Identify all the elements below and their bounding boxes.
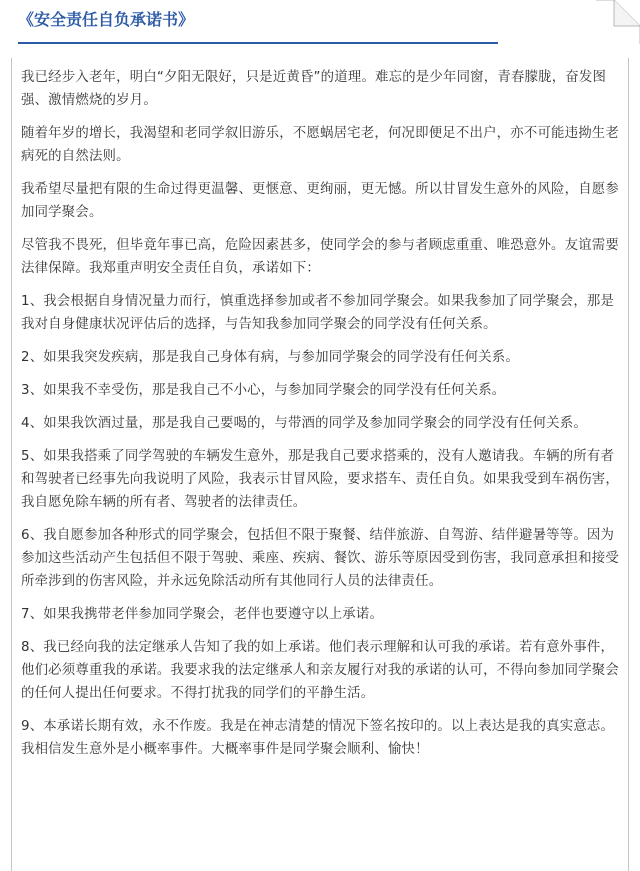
- paragraph-clause-7: 7、如果我携带老伴参加同学聚会，老伴也要遵守以上承诺。: [21, 607, 384, 622]
- paragraph-clause-8: 8、我已经向我的法定继承人告知了我的如上承诺。他们表示理解和认可我的承诺。若有意外事件，他们必须尊重我的承诺。我要求我的法定继承人和亲友履行对我的承诺的认可，不得向参加同学聚会的任何人提出任何要求。不得打扰我的同学们的平静生活。: [21, 640, 619, 701]
- document-title: 《安全责任自负承诺书》: [18, 10, 195, 29]
- page-fold-corner-icon: [596, 0, 640, 44]
- paragraph-clause-3: 3、如果我不幸受伤，那是我自己不小心，与参加同学聚会的同学没有任何关系。: [21, 383, 506, 398]
- paragraph-clause-1: 1、我会根据自身情况量力而行，慎重选择参加或者不参加同学聚会。如果我参加了同学聚会，那是我对自身健康状况评估后的选择，与告知我参加同学聚会的同学没有任何关系。: [21, 294, 615, 332]
- paragraph-intro-1: 我已经步入老年，明白“夕阳无限好，只是近黄昏”的道理。难忘的是少年同窗，青春朦胧，奋发图强、激情燃烧的岁月。: [21, 70, 607, 108]
- paragraph-clause-2: 2、如果我突发疾病，那是我自己身体有病，与参加同学聚会的同学没有任何关系。: [21, 350, 519, 365]
- paragraph-clause-4: 4、如果我饮酒过量，那是我自己要喝的，与带酒的同学及参加同学聚会的同学没有任何关系。: [21, 416, 587, 431]
- paragraph-clause-9: 9、本承诺长期有效，永不作废。我是在神志清楚的情况下签名按印的。以上表达是我的真实意志。我相信发生意外是小概率事件。大概率事件是同学聚会顺利、愉快！: [21, 719, 615, 757]
- paragraph-intro-3: 我希望尽量把有限的生命过得更温馨、更惬意、更绚丽，更无憾。所以甘冒发生意外的风险，自愿参加同学聚会。: [21, 182, 619, 220]
- paragraph-intro-4: 尽管我不畏死，但毕竟年事已高，危险因素甚多，使同学会的参与者顾虑重重、唯恐意外。友谊需要法律保障。我郑重声明安全责任自负，承诺如下：: [21, 238, 619, 276]
- document-body: [11, 58, 629, 871]
- paragraph-clause-5: 5、如果我搭乘了同学驾驶的车辆发生意外，那是我自己要求搭乘的，没有人邀请我。车辆的所有者和驾驶者已经事先向我说明了风险，我表示甘冒风险，要求搭车、责任自负。如果我受到车祸伤害，我自愿免除车辆的所有者、驾驶者的法律责任。: [21, 449, 619, 510]
- paragraph-intro-2: 随着年岁的增长，我渴望和老同学叙旧游乐，不愿蜗居宅老，何况即便足不出户，亦不可能违拗生老病死的自然法则。: [21, 126, 619, 164]
- paragraph-clause-6: 6、我自愿参加各种形式的同学聚会，包括但不限于聚餐、结伴旅游、自驾游、结伴避暑等等。因为参加这些活动产生包括但不限于驾驶、乘座、疾病、餐饮、游乐等原因受到伤害，我同意承担和接受所牵涉到的伤害风险，并永远免除活动所有其他同行人员的法律责任。: [21, 528, 619, 589]
- document-header: [18, 0, 498, 44]
